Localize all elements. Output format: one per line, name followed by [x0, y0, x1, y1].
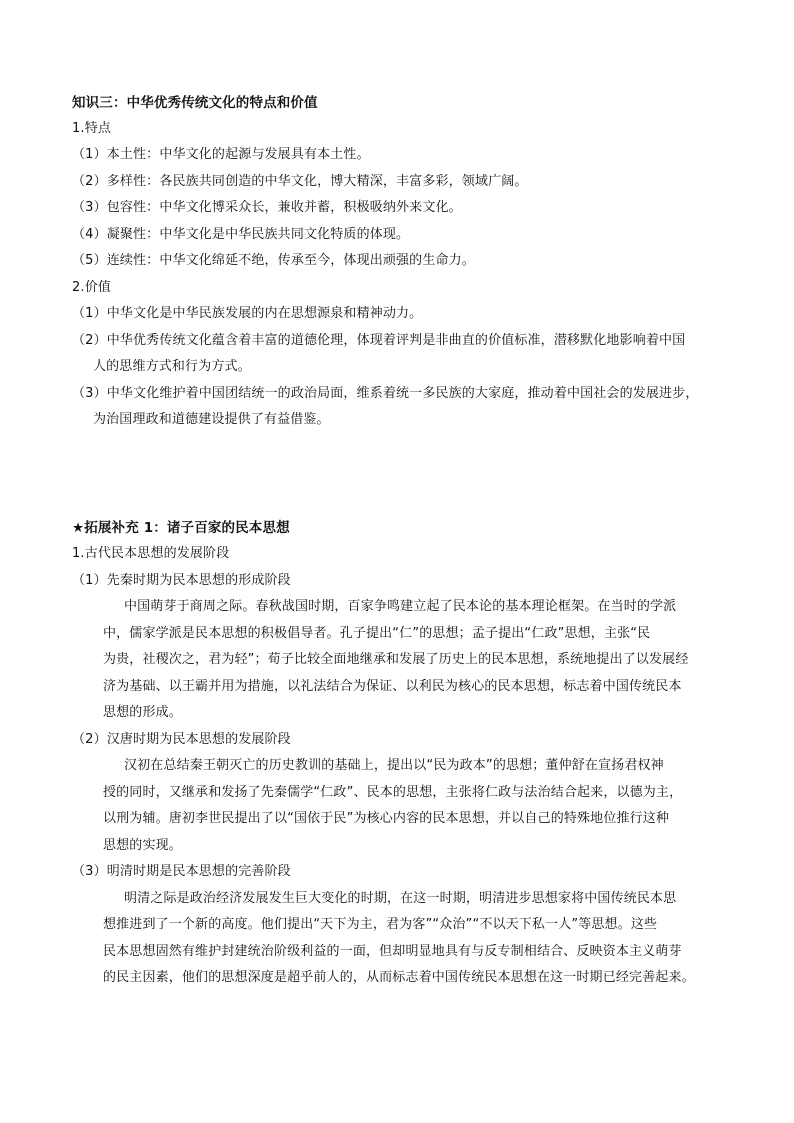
value-item: （3）中华文化维护着中国团结统一的政治局面，维系着统一多民族的大家庭，推动着中国社会的发展进步， — [72, 386, 699, 401]
stages-title: 1.古代民本思想的发展阶段 — [72, 546, 230, 561]
features-title: 1.特点 — [72, 121, 112, 136]
paragraph-line: 济为基础、以王霸并用为措施，以礼法结合为保证、以利民为核心的民本思想，标志着中国传统民本 — [103, 679, 682, 694]
paragraph-line: 思想的实现。 — [103, 838, 182, 853]
value-item-continued: 人的思维方式和行为方式。 — [93, 359, 251, 374]
value-item-continued: 为治国理政和道德建设提供了有益借鉴。 — [93, 412, 330, 427]
section-heading: ★拓展补充 1：诸子百家的民本思想 — [72, 520, 290, 536]
feature-item: （5）连续性：中华文化绵延不绝，传承至今，体现出顽强的生命力。 — [72, 253, 475, 268]
stage-title: （1）先秦时期为民本思想的形成阶段 — [72, 573, 291, 588]
paragraph-line: 的民主因素，他们的思想深度是超乎前人的，从而标志着中国传统民本思想在这一时期已经完善起来。 — [103, 970, 695, 985]
value-item: （2）中华优秀传统文化蕴含着丰富的道德伦理，体现着评判是非曲直的价值标准，潜移默化地影响着中国 — [72, 333, 686, 348]
paragraph-line: 汉初在总结秦王朝灭亡的历史教训的基础上，提出以“民为政本”的思想；董仲舒在宣扬君权神 — [124, 758, 664, 773]
value-title: 2.价值 — [72, 280, 112, 295]
paragraph-line: 为贵，社稷次之，君为轻”；荀子比较全面地继承和发展了历史上的民本思想，系统地提出了以发展经 — [103, 652, 689, 667]
stage-title: （2）汉唐时期为民本思想的发展阶段 — [72, 732, 291, 747]
paragraph-line: 以刑为辅。唐初李世民提出了以“国依于民”为核心内容的民本思想，并以自己的特殊地位推行这种 — [103, 811, 670, 826]
section-heading: 知识三：中华优秀传统文化的特点和价值 — [72, 95, 318, 111]
paragraph-line: 中国萌芽于商周之际。春秋战国时期，百家争鸣建立起了民本论的基本理论框架。在当时的学派 — [124, 599, 677, 614]
paragraph-line: 思想的形成。 — [103, 705, 182, 720]
feature-item: （4）凝聚性：中华文化是中华民族共同文化特质的体现。 — [72, 227, 410, 242]
feature-item: （3）包容性：中华文化博采众长，兼收并蓄，积极吸纳外来文化。 — [72, 200, 462, 215]
paragraph-line: 想推进到了一个新的高度。他们提出“天下为主，君为客”“众治”“不以天下私一人”等思想。这些 — [103, 917, 658, 932]
paragraph-line: 明清之际是政治经济发展发生巨大变化的时期，在这一时期，明清进步思想家将中国传统民本思 — [124, 891, 677, 906]
feature-item: （2）多样性：各民族共同创造的中华文化，博大精深，丰富多彩，领域广阔。 — [72, 174, 528, 189]
paragraph-line: 民本思想固然有维护封建统治阶级利益的一面，但却明显地具有与反专制相结合、反映资本主义萌芽 — [103, 944, 682, 959]
feature-item: （1）本土性：中华文化的起源与发展具有本土性。 — [72, 147, 370, 162]
value-item: （1）中华文化是中华民族发展的内在思想源泉和精神动力。 — [72, 306, 423, 321]
paragraph-line: 授的同时，又继承和发扬了先秦儒学“仁政”、民本的思想，主张将仁政与法治结合起来，以德为主， — [103, 785, 683, 800]
stage-title: （3）明清时期是民本思想的完善阶段 — [72, 864, 291, 879]
paragraph-line: 中，儒家学派是民本思想的积极倡导者。孔子提出“仁”的思想；孟子提出“仁政”思想，主张“民 — [103, 626, 651, 641]
